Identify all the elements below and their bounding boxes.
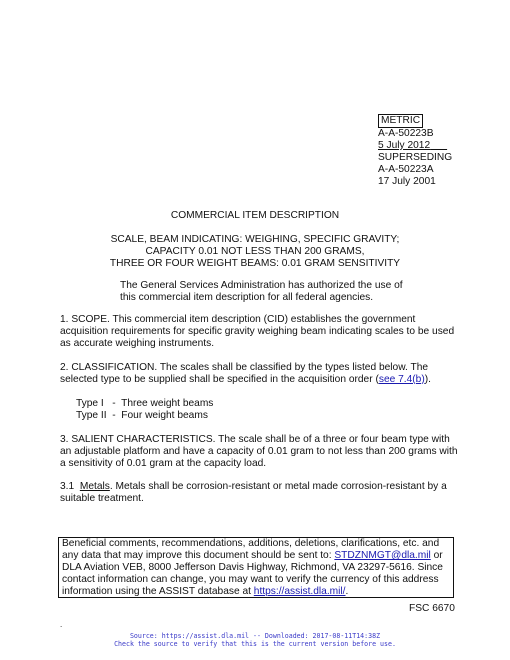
fsc-code: FSC 6670 — [409, 603, 455, 614]
subtitle-line: THREE OR FOUR WEIGHT BEAMS: 0.01 GRAM SENSITIVITY — [109, 258, 401, 269]
section-metals: 3.1 Metals. Metals shall be corrosion-resistant or metal made corrosion-resistant by a suitable treatment. — [60, 481, 447, 504]
assist-link[interactable]: https://assist.dla.mil/ — [253, 586, 346, 597]
metric-label: METRIC — [378, 114, 423, 128]
subtitle-line: CAPACITY 0.01 NOT LESS THAN 200 GRAMS, — [145, 246, 365, 257]
footer-source: Source: https://assist.dla.mil -- Downloaded: 2017-08-11T14:38Z — [129, 632, 381, 640]
metals-heading: Metals — [79, 481, 110, 492]
document-title: COMMERCIAL ITEM DESCRIPTION — [170, 210, 340, 221]
document-header — [378, 114, 452, 188]
email-link[interactable]: STDZNMGT@dla.mil — [334, 550, 431, 561]
download-footer — [0, 633, 510, 648]
reference-link[interactable]: see 7.4(b) — [378, 374, 425, 385]
section-salient-characteristics: 3. SALIENT CHARACTERISTICS. The scale shall be of a three or four beam type with an adjustable platform and have a capacity of 0.01 gram to not less than 200 grams with a sensitivity of 0.01 gram at the capacity load. — [60, 434, 458, 469]
superseding-label: SUPERSEDING — [378, 152, 453, 163]
comments-box: Beneficial comments, recommendations, additions, deletions, clarifications, etc. and any data that may improve this document should be sent to: STDZNMGT@dla.mil or DLA Aviation VEB, 8000 Jefferson Davis Highway, Richmond, VA 23297-5616. Since contact information can change, you may want to verify the currency of this address information using the ASSIST database at https://assist.dla.mil/. — [58, 537, 454, 598]
subtitle — [0, 234, 510, 270]
superseded-date: 17 July 2001 — [378, 176, 436, 187]
superseded-number: A-A-50223A — [378, 164, 434, 175]
footer-verify: Check the source to verify that this is the current version before use. — [114, 639, 396, 648]
section-scope: 1. SCOPE. This commercial item description (CID) establishes the government acquisition requirements for specific gravity weighing beam indicating scales to be used as accurate weighing instruments. — [60, 314, 455, 349]
type-list — [76, 398, 213, 422]
authorization-statement: The General Services Administration has authorized the use of this commercial item description for all federal agencies. — [120, 280, 403, 303]
document-number: A-A-50223B — [378, 128, 434, 139]
subtitle-line: SCALE, BEAM INDICATING: WEIGHING, SPECIFIC GRAVITY; — [110, 234, 400, 245]
document-date: 5 July 2012 — [378, 140, 431, 151]
section-classification: 2. CLASSIFICATION. The scales shall be classified by the types listed below. The selected type to be supplied shall be specified in the acquisition order (see 7.4(b)). — [60, 362, 431, 385]
page-mark: . — [60, 620, 63, 629]
list-item: Type II - Four weight beams — [76, 410, 208, 421]
list-item: Type I - Three weight beams — [76, 398, 214, 409]
